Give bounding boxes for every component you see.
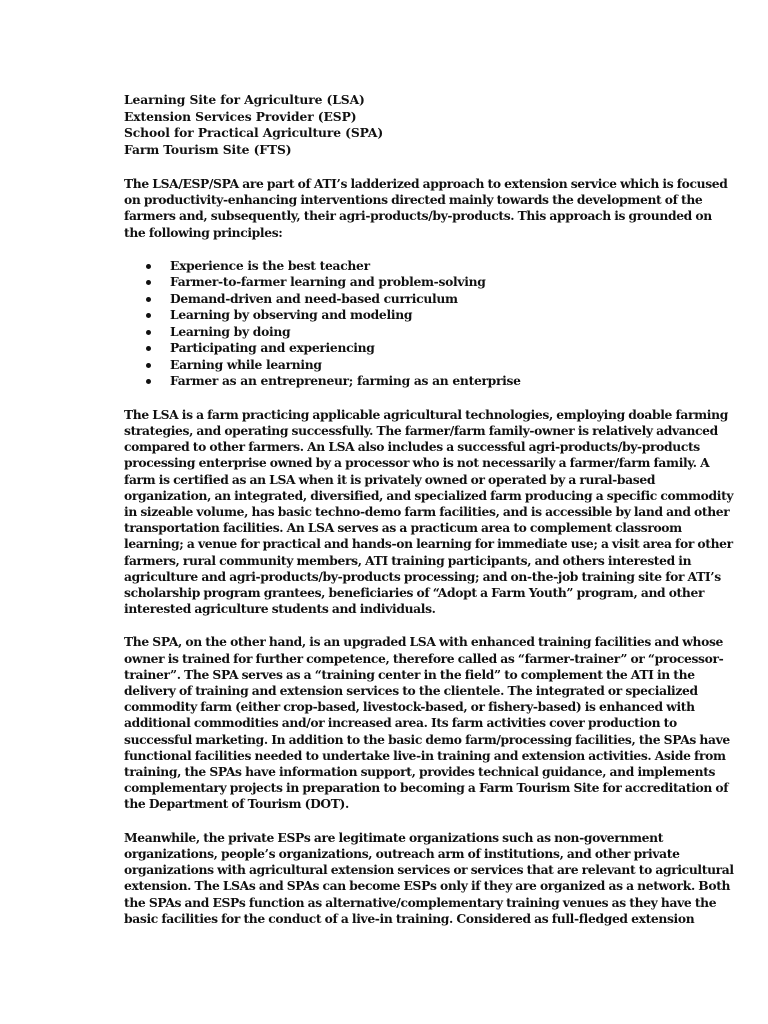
lsa-line: strategies, and operating successfully. The farmer/farm family-owner is relatively advanced xyxy=(124,423,718,439)
principle-text: Farmer-to-farmer learning and problem-solving xyxy=(170,274,486,290)
list-item xyxy=(124,291,684,308)
heading-spa: School for Practical Agriculture (SPA) xyxy=(124,125,384,140)
bullet-icon xyxy=(146,313,151,318)
intro-line: the following principles: xyxy=(124,224,283,240)
bullet-icon xyxy=(146,346,151,351)
intro-paragraph xyxy=(124,176,728,241)
spa-line: complementary projects in preparation to becoming a Farm Tourism Site for accreditation of xyxy=(124,780,729,796)
esp-line: Meanwhile, the private ESPs are legitimate organizations such as non-government xyxy=(124,829,664,845)
esp-line: organizations with agricultural extension services or services that are relevant to agricultural xyxy=(124,862,734,878)
bullet-icon xyxy=(146,280,151,285)
lsa-line: compared to other farmers. An LSA also includes a successful agri-products/by-products xyxy=(124,439,700,455)
spa-paragraph xyxy=(124,634,730,812)
lsa-line: processing enterprise owned by a processor who is not necessarily a farmer/farm family. A xyxy=(124,455,710,471)
list-item xyxy=(124,357,684,374)
bullet-icon xyxy=(146,363,151,368)
lsa-line: interested agriculture students and individuals. xyxy=(124,601,436,617)
spa-line: commodity farm (either crop-based, livestock-based, or fishery-based) is enhanced with xyxy=(124,699,695,715)
spa-line: successful marketing. In addition to the basic demo farm/processing facilities, the SPAs have xyxy=(124,731,730,747)
lsa-line: learning; a venue for practical and hands-on learning for immediate use; a visit area for other xyxy=(124,536,733,552)
principle-text: Demand-driven and need-based curriculum xyxy=(170,290,458,306)
principle-text: Farmer as an entrepreneur; farming as an enterprise xyxy=(170,373,521,389)
bullet-icon xyxy=(146,297,151,302)
list-item xyxy=(124,274,684,291)
heading-lsa: Learning Site for Agriculture (LSA) xyxy=(124,92,365,107)
lsa-line: organization, an integrated, diversified, and specialized farm producing a specific commodity xyxy=(124,487,734,503)
lsa-line: The LSA is a farm practicing applicable agricultural technologies, employing doable farming xyxy=(124,406,728,422)
spa-line: functional facilities needed to undertake live-in training and extension activities. Aside from xyxy=(124,747,726,763)
lsa-line: farmers, rural community members, ATI training participants, and others interested in xyxy=(124,552,692,568)
principle-text: Experience is the best teacher xyxy=(170,257,370,273)
lsa-paragraph xyxy=(124,406,734,618)
principle-text: Learning by observing and modeling xyxy=(170,307,413,323)
document-page xyxy=(124,92,734,927)
principle-text: Learning by doing xyxy=(170,323,291,339)
spa-line: additional commodities and/or increased area. Its farm activities cover production to xyxy=(124,715,677,731)
lsa-line: farm is certified as an LSA when it is privately owned or operated by a rural-based xyxy=(124,471,656,487)
bullet-icon xyxy=(146,264,151,269)
bullet-icon xyxy=(146,379,151,384)
spa-line: the Department of Tourism (DOT). xyxy=(124,796,349,812)
list-item xyxy=(124,340,684,357)
list-item xyxy=(124,307,684,324)
intro-line: The LSA/ESP/SPA are part of ATI’s ladderized approach to extension service which is focused xyxy=(124,176,728,191)
principle-text: Participating and experiencing xyxy=(170,340,375,356)
lsa-line: agriculture and agri-products/by-products processing; and on-the-job training site for ATI’s xyxy=(124,568,721,584)
spa-line: owner is trained for further competence, therefore called as “farmer-trainer” or “processor- xyxy=(124,650,724,666)
principles-list xyxy=(124,258,684,390)
esp-line: the SPAs and ESPs function as alternative/complementary training venues as they have the xyxy=(124,894,717,910)
esp-line: extension. The LSAs and SPAs can become ESPs only if they are organized as a network. Both xyxy=(124,878,731,894)
spa-line: training, the SPAs have information support, provides technical guidance, and implements xyxy=(124,764,716,780)
heading-fts: Farm Tourism Site (FTS) xyxy=(124,141,292,157)
lsa-line: scholarship program grantees, beneficiaries of “Adopt a Farm Youth” program, and other xyxy=(124,585,705,601)
list-item xyxy=(124,373,684,390)
bullet-icon xyxy=(146,330,151,335)
lsa-line: transportation facilities. An LSA serves as a practicum area to complement classroom xyxy=(124,520,682,536)
intro-line: farmers and, subsequently, their agri-products/by-products. This approach is grounded on xyxy=(124,208,712,224)
esp-line: basic facilities for the conduct of a live-in training. Considered as full-fledged extension xyxy=(124,910,695,926)
list-item xyxy=(124,258,684,275)
heading-block xyxy=(124,92,684,158)
spa-line: trainer”. The SPA serves as a “training center in the field” to complement the ATI in the xyxy=(124,666,695,682)
intro-line: on productivity-enhancing interventions directed mainly towards the development of the xyxy=(124,192,703,208)
esp-paragraph xyxy=(124,829,734,927)
esp-line: organizations, people’s organizations, outreach arm of institutions, and other private xyxy=(124,845,680,861)
spa-line: The SPA, on the other hand, is an upgraded LSA with enhanced training facilities and whose xyxy=(124,634,723,650)
lsa-line: in sizeable volume, has basic techno-demo farm facilities, and is accessible by land and other xyxy=(124,504,730,520)
heading-esp: Extension Services Provider (ESP) xyxy=(124,108,357,124)
spa-line: delivery of training and extension services to the clientele. The integrated or specialized xyxy=(124,683,698,699)
principle-text: Earning while learning xyxy=(170,356,322,372)
list-item xyxy=(124,324,684,341)
